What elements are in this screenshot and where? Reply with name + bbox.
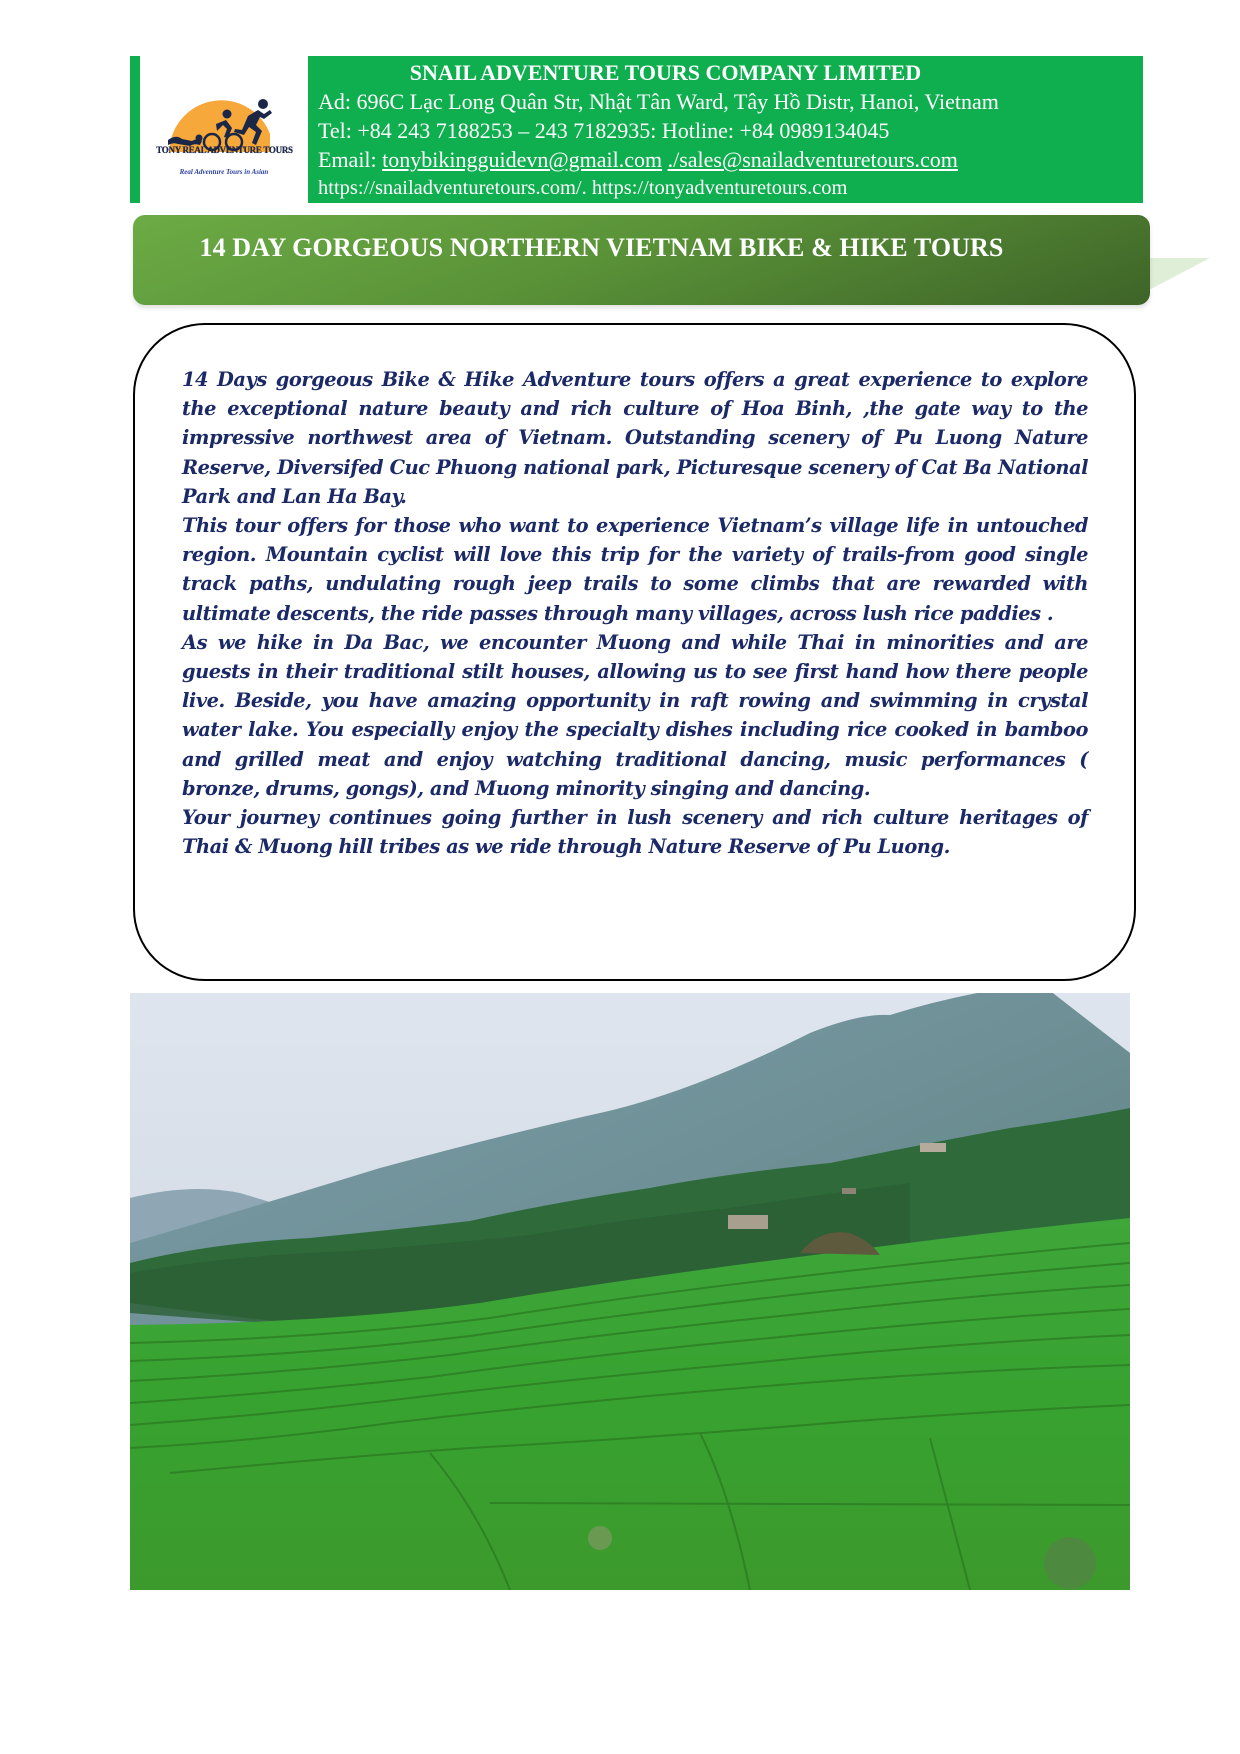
email-label: Email: (318, 147, 383, 172)
email-link-sales[interactable]: ./sales@snailadventuretours.com (667, 147, 958, 172)
company-logo (140, 56, 308, 203)
company-phone: Tel: +84 243 7188253 – 243 7182935: Hotline: +84 0989134045 (318, 118, 890, 143)
description-paragraph: This tour offers for those who want to experience Vietnam’s village life in untouched region. Mountain cyclist will love this trip for the variety of trails-from good single track paths, undulating rough jeep trails to some climbs that are rewarded with ultimate descents, the ride passes through many villages, across lush rice paddies . (182, 514, 1088, 625)
description-paragraph: 14 Days gorgeous Bike & Hike Adventure tours offers a great experience to explore the exceptional nature beauty and rich culture of Hoa Binh, ,the gate way to the impressive northwest area of Vietnam. Outstanding scenery of Pu Luong Nature Reserve, Diversifed Cuc Phuong national park, Picturesque scenery of Cat Ba National Park and Lan Ha Bay. (182, 368, 1088, 508)
landscape-image (130, 993, 1130, 1590)
tour-title-banner (133, 215, 1150, 305)
logo-brand-name: TONY REAL ADVENTURE TOURS (156, 145, 293, 155)
company-header (130, 56, 1143, 203)
header-green-strip (130, 56, 140, 203)
logo-tagline: Real Adventure Tours in Asian (179, 168, 269, 176)
tour-description-box (133, 323, 1136, 981)
tour-description (182, 365, 1088, 861)
company-address: Ad: 696C Lạc Long Quân Str, Nhật Tân Ward, Tây Hồ Distr, Hanoi, Vietnam (318, 89, 999, 114)
tour-title: 14 DAY GORGEOUS NORTHERN VIETNAM BIKE & HIKE TOURS (199, 233, 1004, 262)
description-paragraph: Your journey continues going further in lush scenery and rich culture heritages of Thai & Muong hill tribes as we ride through Nature Reserve of Pu Luong. (182, 806, 1088, 859)
company-websites[interactable]: https://snailadventuretours.com/. https://tonyadventuretours.com (318, 177, 848, 199)
description-paragraph: As we hike in Da Bac, we encounter Muong and while Thai in minorities and are guests in their traditional stilt houses, allowing us to see first hand how there people live. Beside, you have amazing opportunity in raft rowing and swimming in crystal water lake. You especially enjoy the specialty dishes including rice cooked in bamboo and grilled meat and enjoy watching traditional dancing, music performances ( bronze, drums, gongs), and Muong minority singing and dancing. (182, 630, 1088, 800)
rice-terrace-photo (130, 993, 1130, 1590)
company-email-line (318, 145, 1143, 174)
company-name: SNAIL ADVENTURE TOURS COMPANY LIMITED (409, 60, 922, 85)
company-info-panel (308, 56, 1143, 203)
email-link-primary[interactable]: tonybikingguidevn@gmail.com (382, 147, 663, 172)
